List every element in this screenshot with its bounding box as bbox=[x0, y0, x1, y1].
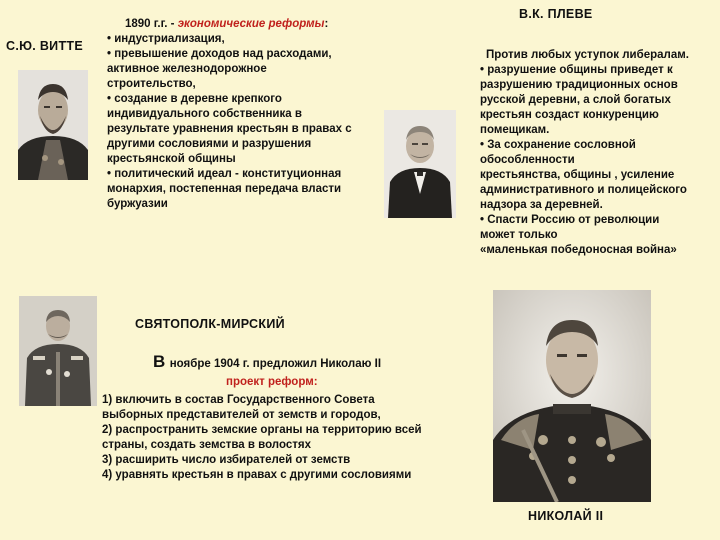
svyatopolk-line: 1) включить в состав Государственного Совета bbox=[102, 394, 375, 406]
plehve-line: крестьянства, общины , усиление bbox=[480, 169, 675, 181]
svyatopolk-reform-list bbox=[102, 393, 452, 483]
svyatopolk-line: 3) расширить число избирателей от земств bbox=[102, 454, 351, 466]
svyatopolk-line: 2) распространить земские органы на территорию всей bbox=[102, 424, 422, 436]
plehve-position-text bbox=[480, 48, 716, 258]
witte-line: монархия, постепенная передача власти bbox=[107, 183, 342, 195]
witte-line: результате уравнения крестьян в правах с bbox=[107, 123, 352, 135]
witte-line: • превышение доходов над расходами, bbox=[107, 48, 332, 60]
plehve-line: русской деревни, а слой богатых bbox=[480, 94, 671, 106]
witte-name: С.Ю. ВИТТЕ bbox=[6, 39, 83, 53]
svyatopolk-project-heading: проект реформ: bbox=[226, 376, 318, 388]
witte-line: строительство, bbox=[107, 78, 196, 90]
witte-heading-year: 1890 г.г. - bbox=[125, 18, 175, 30]
svyatopolk-line: выборных представителей от земств и городов, bbox=[102, 409, 381, 421]
witte-line: буржуазии bbox=[107, 198, 168, 210]
svyatopolk-line: 4) уравнять крестьян в правах с другими сословиями bbox=[102, 469, 412, 481]
witte-line: • создание в деревне крепкого bbox=[107, 93, 282, 105]
witte-heading bbox=[107, 17, 377, 32]
svyatopolk-name: СВЯТОПОЛК-МИРСКИЙ bbox=[135, 317, 285, 331]
witte-line: другими сословиями и разрушения bbox=[107, 138, 312, 150]
witte-reforms-text bbox=[107, 17, 377, 212]
witte-heading-title: экономические реформы bbox=[177, 18, 325, 30]
plehve-line: обособленности bbox=[480, 154, 575, 166]
witte-heading-colon: : bbox=[324, 18, 329, 30]
svyatopolk-line: страны, создать земства в волостях bbox=[102, 439, 311, 451]
nicholas-portrait bbox=[493, 290, 651, 502]
plehve-line: • За сохранение сословной bbox=[480, 139, 636, 151]
plehve-line: может только bbox=[480, 229, 558, 241]
plehve-line: надзора за деревней. bbox=[480, 199, 603, 211]
svyatopolk-intro-text: ноябре 1904 г. предложил Николаю II bbox=[169, 358, 382, 370]
plehve-line: помещикам. bbox=[480, 124, 550, 136]
plehve-line: «маленькая победоносная война» bbox=[480, 244, 677, 256]
svyatopolk-intro-capital: В bbox=[153, 352, 166, 371]
witte-line: • индустриализация, bbox=[107, 33, 225, 45]
svyatopolk-portrait bbox=[19, 296, 97, 406]
witte-line: индивидуального собственника в bbox=[107, 108, 302, 120]
plehve-line: крестьян создаст конкуренцию bbox=[480, 109, 659, 121]
plehve-line: • Спасти Россию от революции bbox=[480, 214, 660, 226]
witte-line: активное железнодорожное bbox=[107, 63, 267, 75]
plehve-portrait bbox=[384, 110, 456, 218]
plehve-line: • разрушение общины приведет к bbox=[480, 64, 673, 76]
plehve-name: В.К. ПЛЕВЕ bbox=[519, 7, 593, 21]
plehve-line: Против любых уступок либералам. bbox=[486, 49, 689, 61]
plehve-line: разрушению традиционных основ bbox=[480, 79, 678, 91]
svyatopolk-intro bbox=[153, 352, 381, 372]
plehve-line: административного и полицейского bbox=[480, 184, 687, 196]
witte-portrait bbox=[18, 70, 88, 180]
witte-line: • политический идеал - конституционная bbox=[107, 168, 342, 180]
witte-line: крестьянской общины bbox=[107, 153, 236, 165]
nicholas-name: НИКОЛАЙ II bbox=[528, 509, 604, 523]
